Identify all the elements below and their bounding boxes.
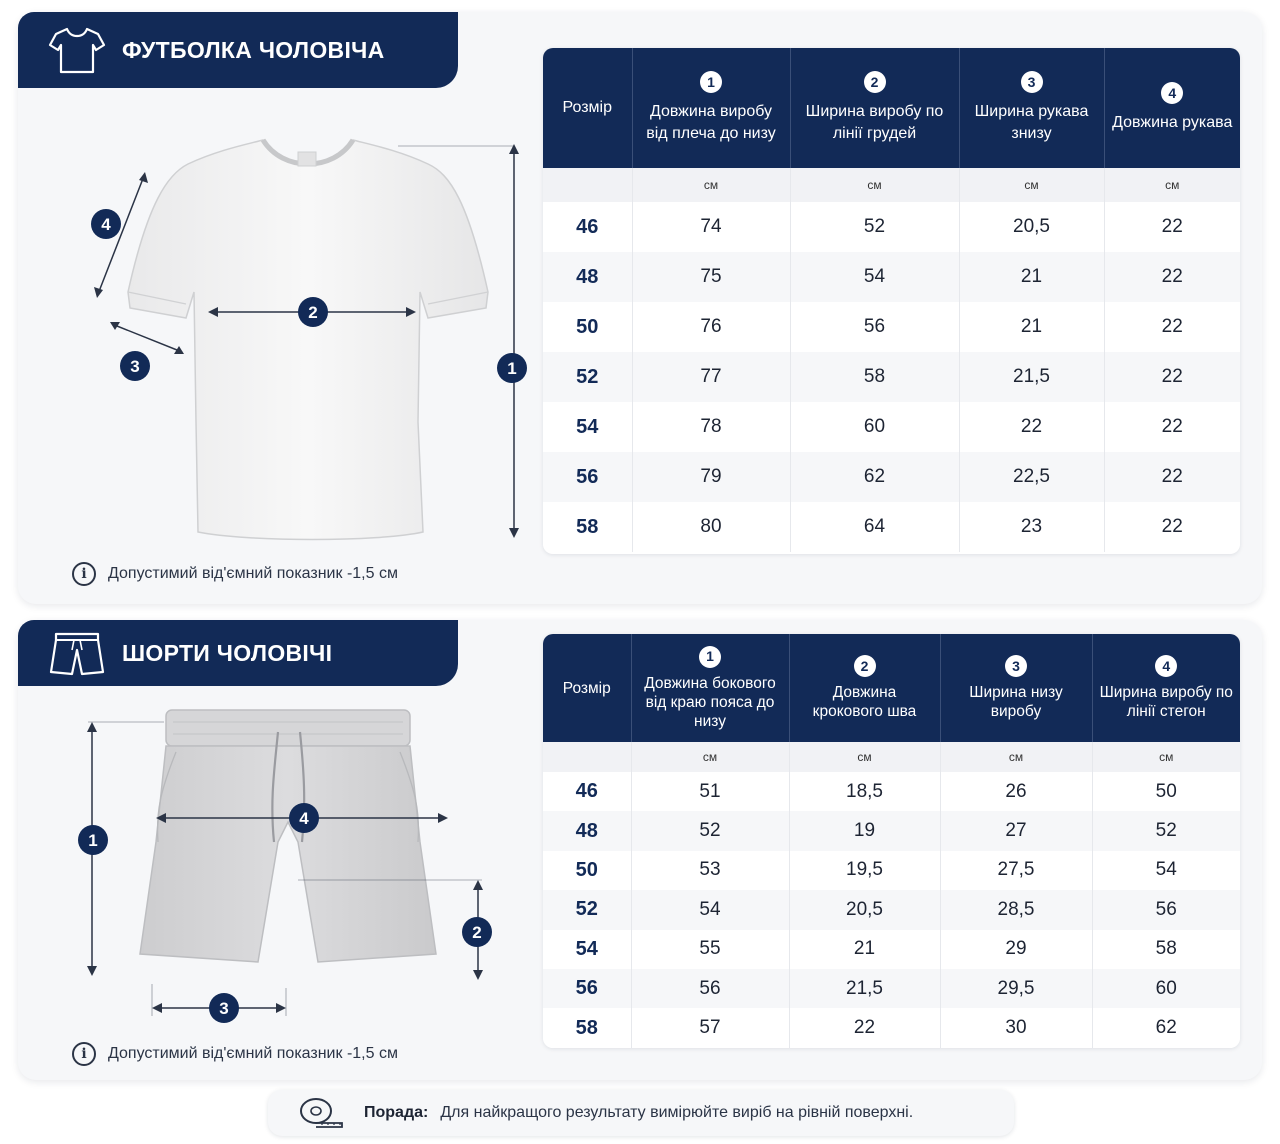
value-cell: 76: [632, 302, 790, 352]
value-cell: 62: [790, 452, 959, 502]
value-cell: 54: [1092, 851, 1240, 890]
table-row: [543, 252, 1240, 302]
size-column-header: Розмір: [543, 48, 632, 168]
value-cell: 18,5: [789, 772, 940, 811]
shorts-marker-4: [289, 803, 319, 833]
value-cell: 30: [940, 1008, 1092, 1047]
size-cell: 58: [543, 502, 632, 552]
shorts-size-panel: [18, 620, 1262, 1080]
shorts-waistband: [166, 710, 410, 746]
table-row: [543, 402, 1240, 452]
shorts-outline-icon: [48, 628, 106, 678]
value-cell: 22: [1104, 502, 1240, 552]
tshirt-title: ФУТБОЛКА ЧОЛОВІЧА: [122, 36, 385, 63]
value-cell: 19: [789, 811, 940, 850]
value-cell: 22: [1104, 252, 1240, 302]
value-cell: 20,5: [789, 890, 940, 929]
value-cell: 58: [1092, 930, 1240, 969]
value-cell: 21: [959, 252, 1104, 302]
column-header-leg-opening: 3 Ширина низу виробу: [940, 634, 1092, 742]
value-cell: 53: [631, 851, 789, 890]
value-cell: 19,5: [789, 851, 940, 890]
value-cell: 52: [631, 811, 789, 850]
table-row: [543, 930, 1240, 969]
value-cell: 22,5: [959, 452, 1104, 502]
table-row: [543, 302, 1240, 352]
tip-text: Для найкращого результату вимірюйте виріб на рівній поверхні.: [440, 1104, 914, 1121]
value-cell: 20,5: [959, 202, 1104, 252]
value-cell: 29,5: [940, 969, 1092, 1008]
value-cell: 22: [1104, 402, 1240, 452]
table-row: [543, 811, 1240, 850]
value-cell: 56: [790, 302, 959, 352]
table-row: [543, 352, 1240, 402]
value-cell: 79: [632, 452, 790, 502]
value-cell: 57: [631, 1008, 789, 1047]
info-icon: i: [72, 1042, 96, 1066]
tshirt-marker-2: [298, 297, 328, 327]
tshirt-tolerance-note: [72, 562, 398, 586]
value-cell: 22: [959, 402, 1104, 452]
size-cell: 48: [543, 252, 632, 302]
tshirt-marker-1: [497, 353, 527, 383]
value-cell: 21: [959, 302, 1104, 352]
value-cell: 54: [631, 890, 789, 929]
shorts-title: ШОРТИ ЧОЛОВІЧІ: [122, 639, 333, 666]
shorts-measurement-diagram: [48, 692, 498, 1032]
table-row: [543, 202, 1240, 252]
size-cell: 48: [543, 811, 631, 850]
table-row: [543, 772, 1240, 811]
size-column-header: Розмір: [543, 634, 631, 742]
column-header-sleeve-width: 3 Ширина рукава знизу: [959, 48, 1104, 168]
column-number-badge: 1: [699, 646, 721, 668]
value-cell: 21: [789, 930, 940, 969]
value-cell: 22: [789, 1008, 940, 1047]
value-cell: 54: [790, 252, 959, 302]
tshirt-outline-icon: [48, 25, 106, 75]
table-row: [543, 452, 1240, 502]
svg-text:2: 2: [472, 923, 482, 942]
table-row: [543, 890, 1240, 929]
shorts-marker-3: [209, 993, 239, 1023]
value-cell: 51: [631, 772, 789, 811]
tip-bar: [268, 1090, 1014, 1136]
svg-text:3: 3: [219, 999, 229, 1018]
column-number-badge: 3: [1021, 71, 1043, 93]
column-number-badge: 2: [864, 71, 886, 93]
size-cell: 52: [543, 352, 632, 402]
column-header-chest-width: 2 Ширина виробу по лінії грудей: [790, 48, 959, 168]
size-cell: 54: [543, 930, 631, 969]
value-cell: 26: [940, 772, 1092, 811]
value-cell: 29: [940, 930, 1092, 969]
value-cell: 55: [631, 930, 789, 969]
shorts-marker-1: [78, 825, 108, 855]
tshirt-marker-4: [91, 209, 121, 239]
value-cell: 80: [632, 502, 790, 552]
column-number-badge: 1: [700, 71, 722, 93]
tolerance-note-text: Допустимий від'ємний показник -1,5 см: [108, 1045, 398, 1062]
size-cell: 56: [543, 969, 631, 1008]
value-cell: 27,5: [940, 851, 1092, 890]
size-cell: 46: [543, 202, 632, 252]
tshirt-table-body: [543, 168, 1240, 552]
column-number-badge: 4: [1161, 82, 1183, 104]
tshirt-measurement-diagram: [68, 122, 538, 562]
value-cell: 60: [1092, 969, 1240, 1008]
svg-text:1: 1: [507, 359, 517, 378]
tolerance-note-text: Допустимий від'ємний показник -1,5 см: [108, 565, 398, 582]
measuring-tape-icon: [298, 1096, 346, 1130]
column-number-badge: 4: [1155, 655, 1177, 677]
svg-text:3: 3: [130, 357, 140, 376]
tshirt-title-banner: [18, 12, 458, 88]
value-cell: 56: [1092, 890, 1240, 929]
tshirt-marker-3: [120, 351, 150, 381]
shorts-marker-2: [462, 917, 492, 947]
shorts-title-banner: [18, 620, 458, 686]
size-cell: 58: [543, 1008, 631, 1047]
shorts-size-table: [543, 634, 1240, 1048]
value-cell: 60: [790, 402, 959, 452]
value-cell: 58: [790, 352, 959, 402]
table-row: [543, 969, 1240, 1008]
value-cell: 28,5: [940, 890, 1092, 929]
tshirt-size-panel: [18, 12, 1262, 604]
svg-text:2: 2: [308, 303, 318, 322]
tip-label: Порада:: [364, 1104, 429, 1121]
value-cell: 74: [632, 202, 790, 252]
shorts-shape: [140, 746, 436, 962]
value-cell: 21,5: [959, 352, 1104, 402]
size-cell: 50: [543, 302, 632, 352]
value-cell: 77: [632, 352, 790, 402]
info-icon: i: [72, 562, 96, 586]
table-row: [543, 851, 1240, 890]
table-row: [543, 1008, 1240, 1047]
value-cell: 52: [1092, 811, 1240, 850]
size-cell: 54: [543, 402, 632, 452]
value-cell: 23: [959, 502, 1104, 552]
value-cell: 50: [1092, 772, 1240, 811]
size-cell: 56: [543, 452, 632, 502]
svg-text:1: 1: [88, 831, 98, 850]
column-header-side-length: 1 Довжина бокового від краю пояса до низу: [631, 634, 789, 742]
column-header-inseam: 2 Довжина крокового шва: [789, 634, 940, 742]
table-row: [543, 502, 1240, 552]
value-cell: 22: [1104, 352, 1240, 402]
size-cell: 46: [543, 772, 631, 811]
tshirt-size-table: [543, 48, 1240, 554]
value-cell: 22: [1104, 202, 1240, 252]
value-cell: 56: [631, 969, 789, 1008]
value-cell: 22: [1104, 302, 1240, 352]
column-header-length: 1 Довжина виробу від плеча до низу: [632, 48, 790, 168]
tshirt-shape: [128, 140, 488, 540]
value-cell: 27: [940, 811, 1092, 850]
shorts-tolerance-note: [72, 1042, 398, 1066]
size-cell: 50: [543, 851, 631, 890]
shorts-table-body: [543, 742, 1240, 1048]
unit-row: см см см см: [543, 742, 1240, 772]
value-cell: 78: [632, 402, 790, 452]
value-cell: 75: [632, 252, 790, 302]
size-cell: 52: [543, 890, 631, 929]
value-cell: 62: [1092, 1008, 1240, 1047]
column-header-hip-width: 4 Ширина виробу по лінії стегон: [1092, 634, 1240, 742]
column-header-sleeve-length: 4 Довжина рукава: [1104, 48, 1240, 168]
value-cell: 22: [1104, 452, 1240, 502]
unit-row: см см см см: [543, 168, 1240, 202]
value-cell: 21,5: [789, 969, 940, 1008]
svg-text:4: 4: [299, 809, 309, 828]
column-number-badge: 3: [1005, 655, 1027, 677]
value-cell: 64: [790, 502, 959, 552]
value-cell: 52: [790, 202, 959, 252]
svg-text:4: 4: [101, 215, 111, 234]
column-number-badge: 2: [854, 655, 876, 677]
